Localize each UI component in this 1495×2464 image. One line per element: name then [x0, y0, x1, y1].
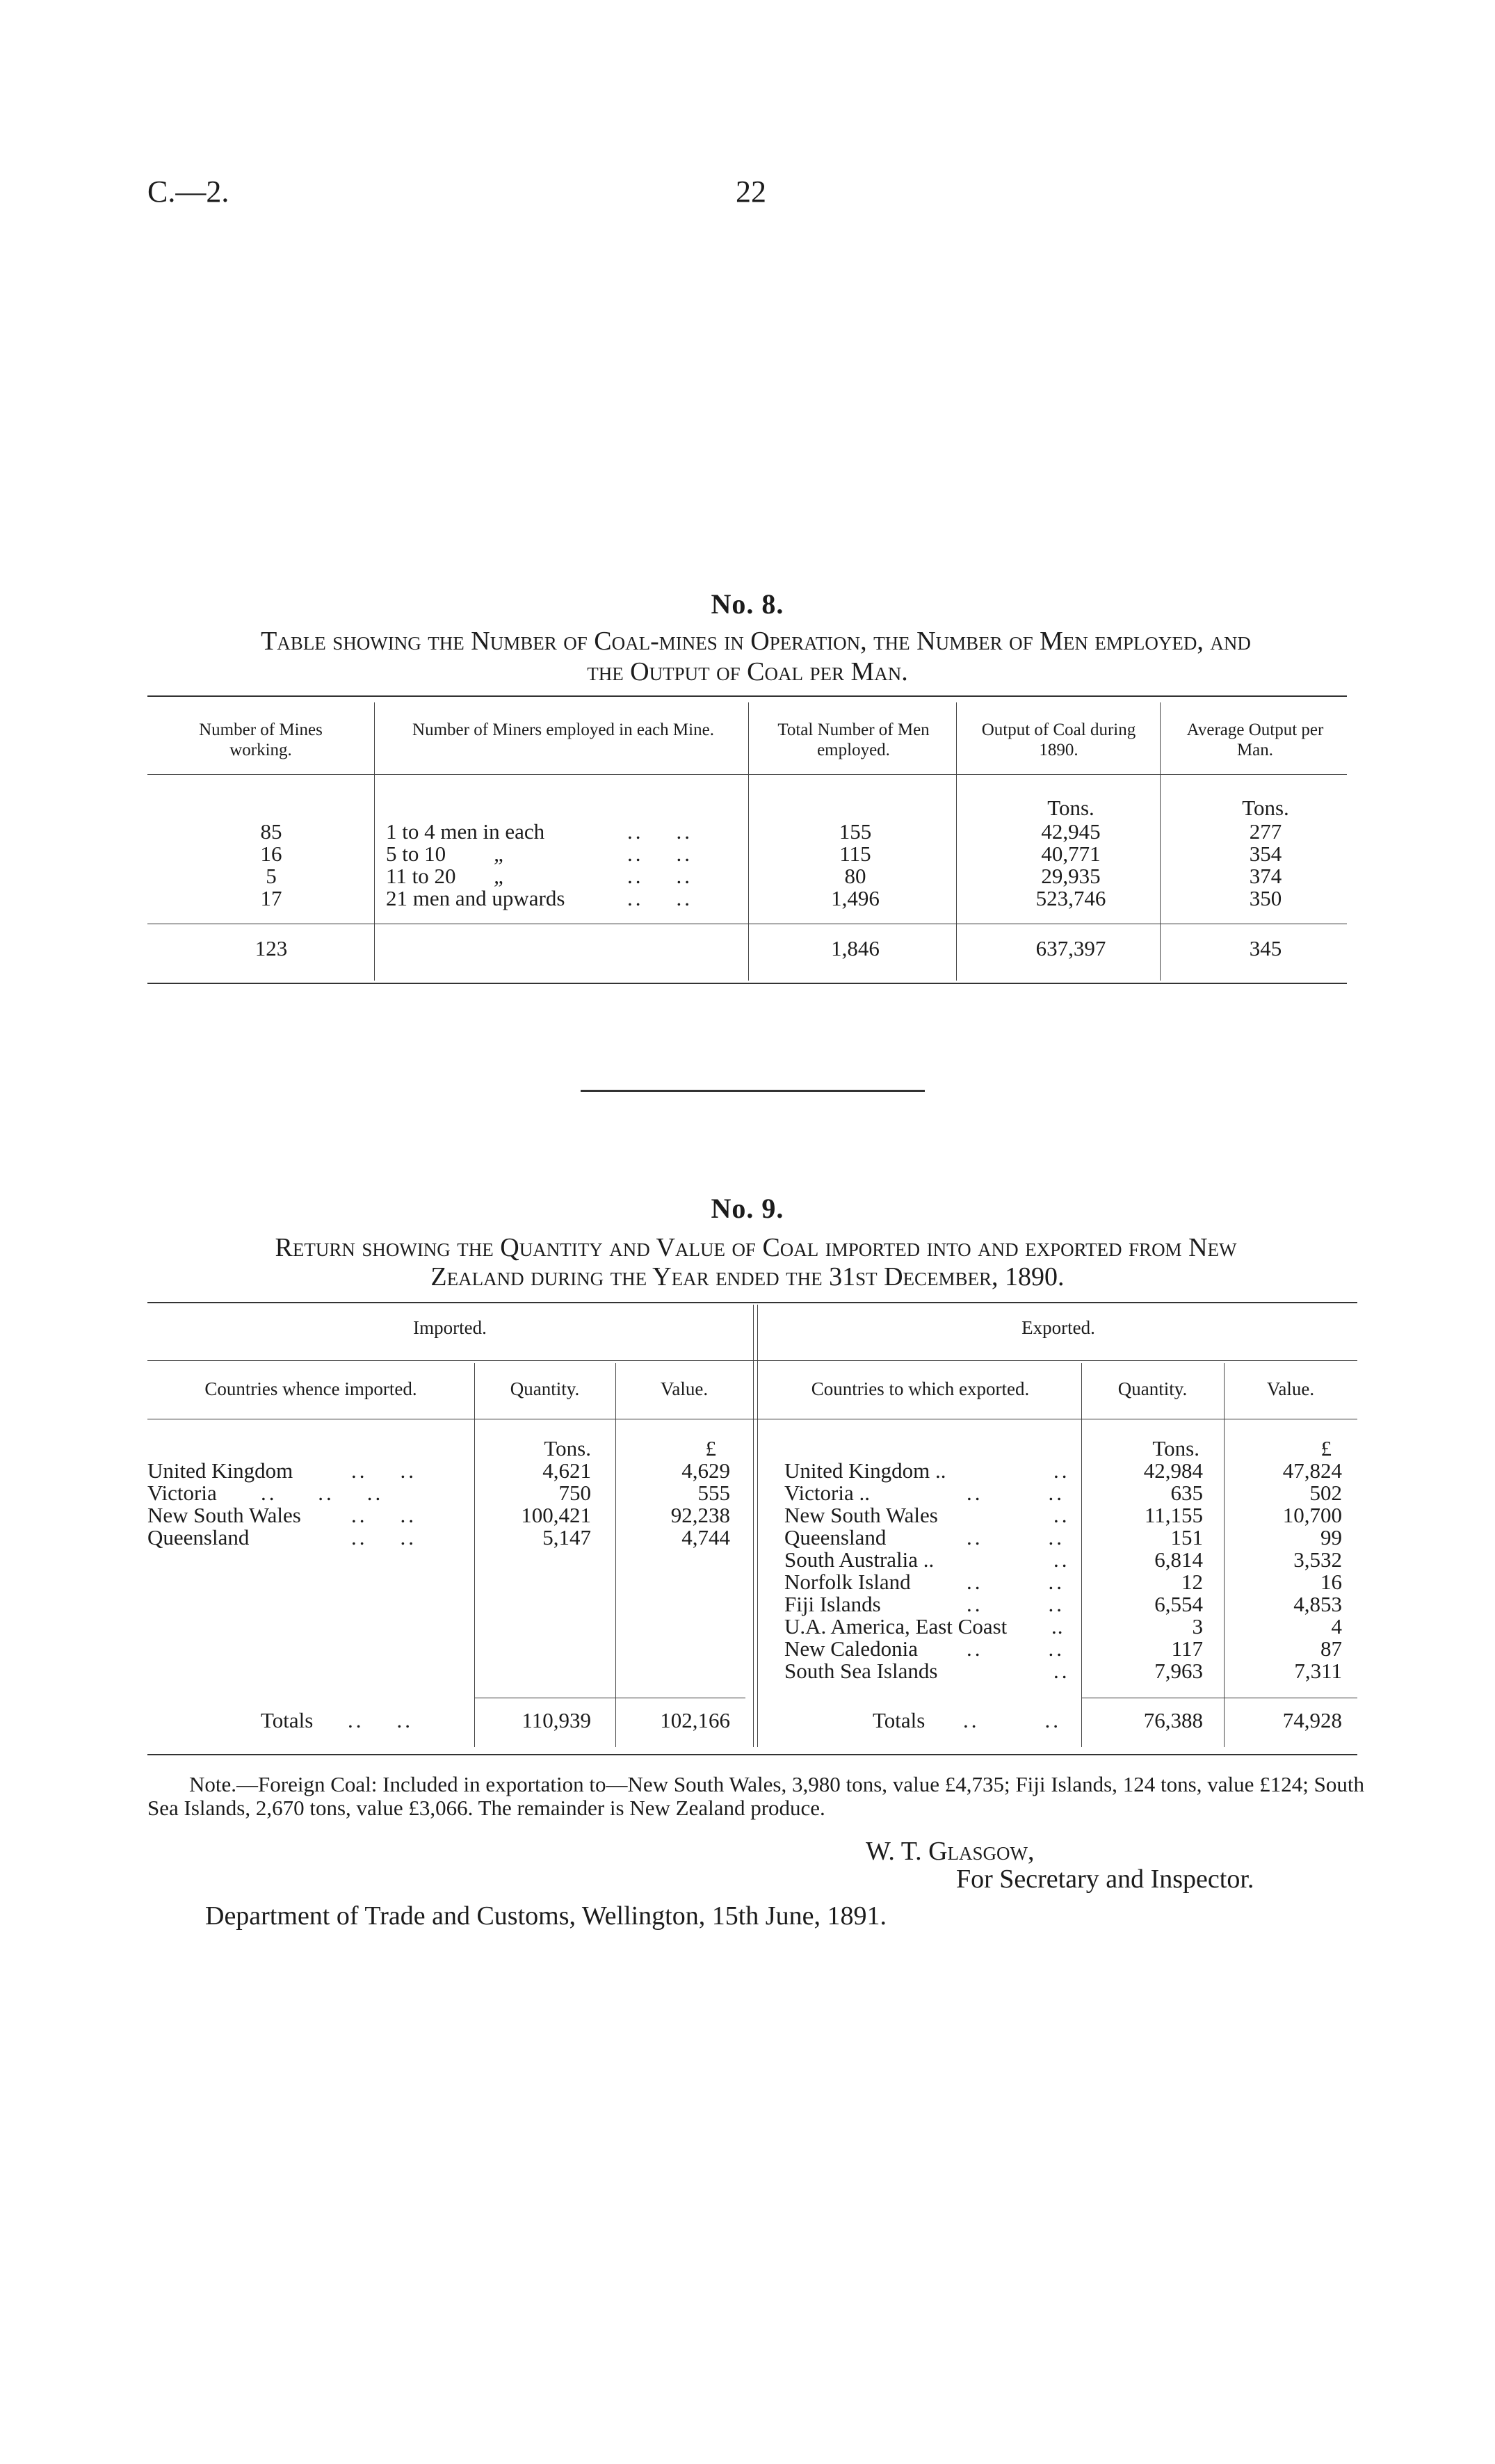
table9-exported-row4-value: 99 — [1320, 1525, 1342, 1549]
table8-row3-ditto: „ — [494, 864, 506, 888]
dot-leader: .. — [1053, 1547, 1070, 1572]
table8-col-header-category: Number of Miners employed in each Mine. — [412, 720, 714, 739]
dot-leader: .. .. .. — [261, 1481, 384, 1505]
section-separator — [581, 1090, 925, 1092]
dot-leader: .. .. — [627, 842, 693, 866]
table8-row4-category: 21 men and upwards — [386, 886, 565, 910]
table8-row1-men: 155 — [839, 819, 872, 844]
table9-imported-totals-value: 102,166 — [660, 1708, 730, 1732]
table8-row1-average: 277 — [1249, 819, 1282, 844]
table8-top-rule — [147, 695, 1347, 697]
table8-row3-output: 29,935 — [1041, 864, 1101, 888]
dot-leader: .. — [1051, 1614, 1064, 1638]
table8-row4-average: 350 — [1249, 886, 1282, 910]
table8-row2-average: 354 — [1249, 842, 1282, 866]
table9-exported-row6-quantity: 12 — [1181, 1570, 1203, 1594]
table8-row3-mines: 5 — [266, 864, 277, 888]
dot-leader: .. .. — [967, 1636, 1065, 1661]
table8-row2-category: 5 to 10 — [386, 842, 446, 866]
table8-row3-category: 11 to 20 — [386, 864, 456, 888]
table9-exported-row7-quantity: 6,554 — [1154, 1592, 1203, 1616]
table9-heading: No. 9. — [711, 1193, 784, 1224]
dot-leader: .. .. — [627, 886, 693, 910]
table9-exported-row5-country: South Australia .. — [784, 1547, 935, 1572]
table9-exported-row8-country: U.A. America, East Coast — [784, 1614, 1008, 1638]
table8-row2-output: 40,771 — [1041, 842, 1101, 866]
dateline: Department of Trade and Customs, Wellington, 15th June, 1891. — [205, 1901, 887, 1931]
table9-exported-row7-country: Fiji Islands — [784, 1592, 881, 1616]
table9-exported-row3-value: 10,700 — [1282, 1503, 1342, 1527]
table8-row2-ditto: „ — [494, 842, 506, 866]
table9-exported-row6-value: 16 — [1320, 1570, 1342, 1594]
dot-leader: .. .. — [351, 1458, 417, 1483]
table8-row2-men: 115 — [839, 842, 871, 866]
table9-exported-row9-quantity: 117 — [1171, 1636, 1203, 1661]
table9-exported-value-unit: £ — [1320, 1436, 1332, 1460]
dot-leader: .. .. — [967, 1592, 1065, 1616]
table8-total-mines: 123 — [254, 936, 288, 960]
table9-imported-col-country: Countries whence imported. — [204, 1378, 417, 1399]
table8-row1-output: 42,945 — [1041, 819, 1101, 844]
table8-row2-mines: 16 — [260, 842, 282, 866]
table9-exported-row10-quantity: 7,963 — [1154, 1659, 1203, 1683]
table8-row4-men: 1,496 — [831, 886, 880, 910]
table9-imported-value-unit: £ — [705, 1436, 716, 1460]
table9-exported-row4-quantity: 151 — [1170, 1525, 1203, 1549]
table9-exported-totals-value: 74,928 — [1282, 1708, 1342, 1732]
table8-row4-mines: 17 — [260, 886, 282, 910]
table8-col-header-men: Total Number of Men employed. — [777, 720, 930, 759]
table9-imported-row4-quantity: 5,147 — [542, 1525, 591, 1549]
table9-exported-col-value: Value. — [1266, 1378, 1315, 1399]
table9-imported-label: Imported. — [413, 1317, 487, 1338]
dot-leader: .. .. — [967, 1481, 1065, 1505]
table9-exported-label: Exported. — [1021, 1317, 1095, 1338]
table9-exported-row7-value: 4,853 — [1293, 1592, 1342, 1616]
table9-center-divider — [753, 1305, 758, 1747]
table9-exported-row2-country: Victoria .. — [784, 1481, 870, 1505]
table9-col-divider — [1081, 1363, 1082, 1747]
table8-output-unit: Tons. — [1047, 796, 1094, 820]
dot-leader: .. — [1053, 1659, 1070, 1683]
table8-row1-mines: 85 — [260, 819, 282, 844]
table9-imported-quantity-unit: Tons. — [544, 1436, 591, 1460]
table8-col-divider — [956, 702, 957, 981]
table9-col-divider — [1224, 1363, 1225, 1747]
dot-leader: .. .. — [967, 1570, 1065, 1594]
table8-bottom-rule — [147, 983, 1347, 984]
table9-exported-row2-quantity: 635 — [1170, 1481, 1203, 1505]
table9-exported-row2-value: 502 — [1309, 1481, 1342, 1505]
table9-exported-col-quantity: Quantity. — [1117, 1378, 1188, 1399]
table9-imported-row1-quantity: 4,621 — [542, 1458, 591, 1483]
dot-leader: .. .. — [348, 1708, 413, 1732]
table9-caption-line2: Zealand during the Year ended the 31st December, 1890. — [430, 1262, 1065, 1291]
table9-exported-totals-label: Totals — [873, 1708, 926, 1732]
table9-imported-row2-country: Victoria — [147, 1481, 217, 1505]
table9-top-rule — [147, 1302, 1357, 1303]
table9-exported-row10-country: South Sea Islands — [784, 1659, 938, 1683]
table9-imported-col-quantity: Quantity. — [510, 1378, 580, 1399]
table8-caption-line1: Table showing the Number of Coal-mines in Operation, the Number of Men employed, and — [261, 627, 1251, 656]
table9-col-divider — [615, 1363, 616, 1747]
table9-imported-row2-value: 555 — [697, 1481, 730, 1505]
dot-leader: .. .. — [627, 819, 693, 844]
table9-exported-row3-country: New South Wales — [784, 1503, 938, 1527]
page-number: 22 — [736, 175, 766, 209]
table8-col-header-mines: Number of Mines working. — [199, 720, 323, 759]
table9-imported-col-value: Value. — [660, 1378, 709, 1399]
table8-caption-line2: the Output of Coal per Man. — [587, 657, 908, 686]
dot-leader: .. .. — [351, 1525, 417, 1549]
table8-average-unit: Tons. — [1242, 796, 1289, 820]
table8-row4-output: 523,746 — [1035, 886, 1106, 910]
table9-exported-row10-value: 7,311 — [1294, 1659, 1342, 1683]
table9-group-rule — [147, 1360, 1357, 1361]
table9-exported-row1-value: 47,824 — [1282, 1458, 1342, 1483]
table9-imported-row2-quantity: 750 — [558, 1481, 591, 1505]
dot-leader: .. .. — [351, 1503, 417, 1527]
table8-row3-average: 374 — [1249, 864, 1282, 888]
table8-heading: No. 8. — [711, 588, 784, 620]
table8-total-output: 637,397 — [1035, 936, 1106, 960]
signatory-title: For Secretary and Inspector. — [956, 1865, 1254, 1894]
table9-imported-row4-country: Queensland — [147, 1525, 250, 1549]
dot-leader: .. .. — [627, 864, 693, 888]
table9-exported-quantity-unit: Tons. — [1152, 1436, 1199, 1460]
table9-imported-totals-label: Totals — [261, 1708, 314, 1732]
table9-exported-row9-country: New Caledonia — [784, 1636, 918, 1661]
table9-exported-col-country: Countries to which exported. — [811, 1378, 1030, 1399]
table8-total-men: 1,846 — [831, 936, 880, 960]
table8-col-divider — [374, 702, 375, 981]
table9-exported-totals-quantity: 76,388 — [1143, 1708, 1203, 1732]
table8-col-header-average: Average Output per Man. — [1186, 720, 1324, 759]
table8-total-average: 345 — [1249, 936, 1282, 960]
table8-col-divider — [1160, 702, 1161, 981]
footnote: Note.—Foreign Coal: Included in exportation to—New South Wales, 3,980 tons, value £4,735; Fiji Islands, 124 tons, value £124; South Sea Islands, 2,670 tons, value £3,066. The remainder is New Zealand produce. — [147, 1772, 1364, 1820]
table9-imported-row3-value: 92,238 — [670, 1503, 730, 1527]
table8-col-divider — [748, 702, 749, 981]
table8-row1-category: 1 to 4 men in each — [386, 819, 545, 844]
table9-exported-row9-value: 87 — [1320, 1636, 1342, 1661]
dot-leader: .. .. — [967, 1525, 1065, 1549]
table8-header-rule — [147, 774, 1347, 775]
section-code: C.—2. — [147, 175, 229, 209]
table8-row3-men: 80 — [844, 864, 866, 888]
table9-imported-totals-quantity: 110,939 — [522, 1708, 591, 1732]
table9-imported-row4-value: 4,744 — [681, 1525, 730, 1549]
table9-exported-row6-country: Norfolk Island — [784, 1570, 911, 1594]
table9-imported-row1-country: United Kingdom — [147, 1458, 293, 1483]
table9-exported-row4-country: Queensland — [784, 1525, 887, 1549]
table8-col-header-output: Output of Coal during 1890. — [981, 720, 1136, 759]
table9-exported-row1-country: United Kingdom .. — [784, 1458, 946, 1483]
table9-exported-row5-quantity: 6,814 — [1154, 1547, 1203, 1572]
table9-col-divider — [474, 1363, 475, 1747]
table9-imported-row3-country: New South Wales — [147, 1503, 301, 1527]
signatory-name: W. T. Glasgow, — [866, 1837, 1035, 1866]
dot-leader: .. .. — [963, 1708, 1061, 1732]
table9-imported-row1-value: 4,629 — [681, 1458, 730, 1483]
table9-caption-line1: Return showing the Quantity and Value of Coal imported into and exported from New — [275, 1233, 1237, 1262]
table9-exported-row8-quantity: 3 — [1192, 1614, 1203, 1638]
table9-exported-row8-value: 4 — [1331, 1614, 1342, 1638]
dot-leader: .. — [1053, 1503, 1070, 1527]
table9-exported-row1-quantity: 42,984 — [1143, 1458, 1203, 1483]
dot-leader: .. — [1053, 1458, 1070, 1483]
table9-exported-row3-quantity: 11,155 — [1144, 1503, 1203, 1527]
table9-imported-row3-quantity: 100,421 — [521, 1503, 591, 1527]
table9-bottom-rule — [147, 1754, 1357, 1755]
table9-exported-row5-value: 3,532 — [1293, 1547, 1342, 1572]
